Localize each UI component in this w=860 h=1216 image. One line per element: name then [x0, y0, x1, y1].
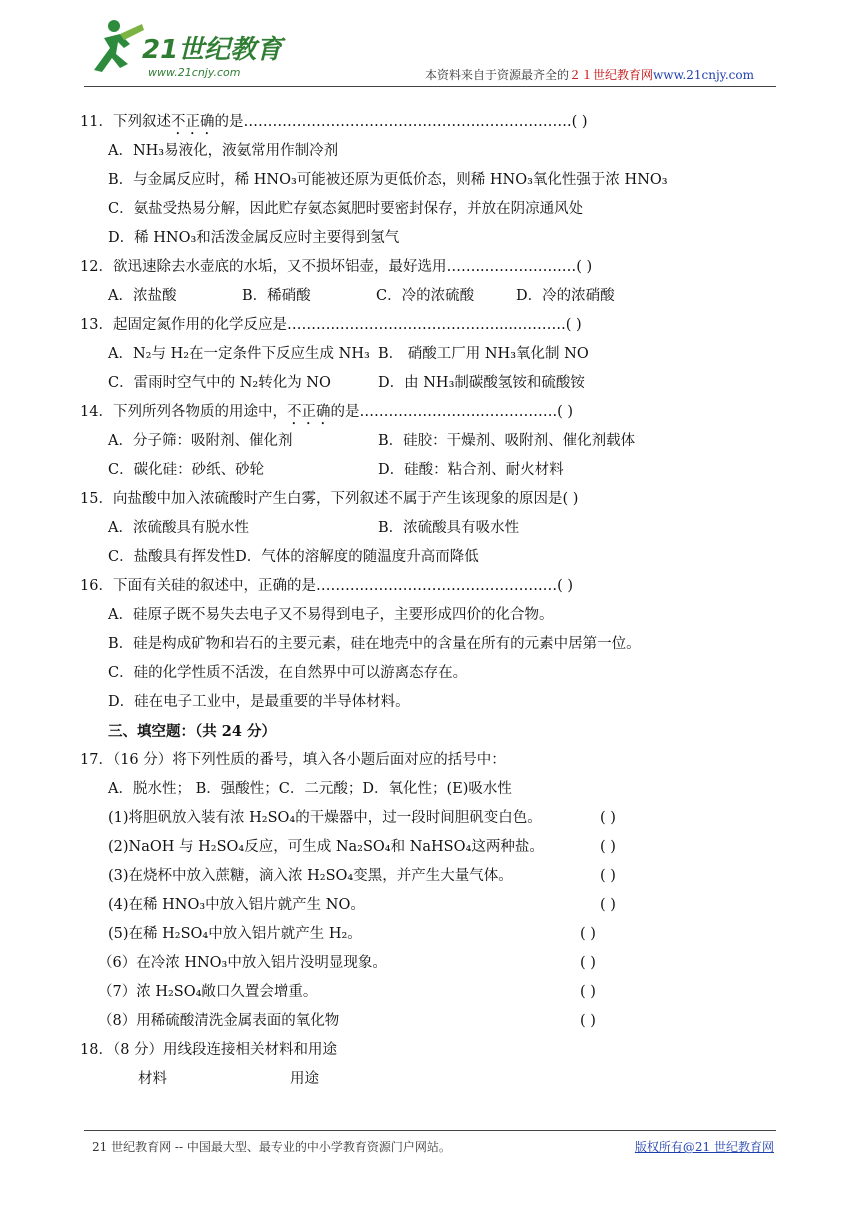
question-11-stem: 11．下列叙述不正确的是………………………………………….……………….( ) — [80, 114, 588, 130]
answer-blank: ( ) — [600, 810, 616, 826]
question-16-stem: 16．下面有关硅的叙述中，正确的是……….……………………………….…( ) — [80, 578, 574, 594]
answer-blank: ( ) — [580, 1013, 596, 1029]
answer-blank: ( ) — [600, 897, 616, 913]
question-11-option-d: D．稀 HNO₃和活泼金属反应时主要得到氢气 — [108, 230, 400, 246]
question-17-item-4: (4)在稀 HNO₃中放入铝片就产生 NO。 ( ) — [80, 891, 780, 920]
question-17-item-5: (5)在稀 H₂SO₄中放入铝片就产生 H₂。 ( ) — [80, 920, 780, 949]
question-16-option-b: B．硅是构成矿物和岩石的主要元素，硅在地壳中的含量在所有的元素中居第一位。 — [108, 636, 641, 652]
column-materials: 材料 — [138, 1071, 167, 1087]
question-13-option-d: D．由 NH₃制碳酸氢铵和硫酸铵 — [378, 375, 585, 391]
question-17-item-3: (3)在烧杯中放入蔗糖，滴入浓 H₂SO₄变黑，并产生大量气体。 ( ) — [80, 862, 780, 891]
question-14-option-b: B．硅胶：干燥剂、吸附剂、催化剂载体 — [378, 433, 636, 449]
question-18-columns — [80, 1065, 780, 1094]
question-15-option-a: A．浓硫酸具有脱水性 — [108, 520, 249, 536]
question-12-option-d: D．冷的浓硝酸 — [516, 288, 615, 304]
svg-text:www.21cnjy.com: www.21cnjy.com — [148, 66, 241, 79]
question-17-stem: 17．（16 分）将下列性质的番号，填入各小题后面对应的括号中： — [80, 752, 506, 768]
question-12-option-c: C．冷的浓硫酸 — [376, 288, 475, 304]
column-uses: 用途 — [290, 1071, 319, 1087]
question-17-item-1: (1)将胆矾放入装有浓 H₂SO₄的干燥器中，过一段时间胆矾变白色。 ( ) — [80, 804, 780, 833]
question-15-option-d: D．气体的溶解度的随温度升高而降低 — [235, 549, 479, 565]
question-15-option-c: C．盐酸具有挥发性 — [108, 549, 236, 565]
svg-text:21世纪教育: 21世纪教育 — [142, 35, 283, 65]
logo-21cnjy — [84, 14, 294, 86]
question-15-option-b: B．浓硫酸具有吸水性 — [378, 520, 520, 536]
question-17-item-2: (2)NaOH 与 H₂SO₄反应，可生成 Na₂SO₄和 NaHSO₄这两种盐。 ( ) — [80, 833, 780, 862]
footer-divider — [84, 1130, 776, 1131]
question-15-options-cd — [80, 543, 780, 572]
answer-blank: ( ) — [580, 984, 596, 1000]
question-11-option-a: A．NH₃易液化，液氨常用作制冷剂 — [108, 143, 339, 159]
header-source-note: 本资料来自于资源最齐全的２１世纪教育网www.21cnjy.com — [425, 68, 754, 82]
question-14-option-a: A．分子筛：吸附剂、催化剂 — [108, 433, 293, 449]
question-14-stem: 14．下列所列各物质的用途中，不正确的是…………………….…………….( ) — [80, 404, 574, 420]
question-14-options-cd — [80, 456, 780, 485]
question-11-option-c: C．氨盐受热易分解，因此贮存氨态氮肥时要密封保存，并放在阴凉通风处 — [108, 201, 584, 217]
question-13-stem: 13．起固定氮作用的化学反应是……….…………………………….....……….( ) — [80, 317, 582, 333]
question-16-option-c: C．硅的化学性质不活泼，在自然界中可以游离态存在。 — [108, 665, 468, 681]
question-13-option-b: B． 硝酸工厂用 NH₃氧化制 NO — [378, 346, 589, 362]
question-16-option-a: A．硅原子既不易失去电子又不易得到电子，主要形成四价的化合物。 — [108, 607, 554, 623]
page-header — [0, 0, 860, 100]
question-13-options-ab — [80, 340, 780, 369]
answer-blank: ( ) — [600, 839, 616, 855]
question-12-option-a: A．浓盐酸 — [108, 288, 177, 304]
question-14-option-c: C．碳化硅：砂纸、砂轮 — [108, 462, 265, 478]
exam-content — [80, 108, 780, 1094]
question-14-options-ab — [80, 427, 780, 456]
question-17-choices: A．脱水性； B．强酸性；C．二元酸；D．氧化性；(E)吸水性 — [108, 781, 512, 797]
question-12-option-b: B．稀硝酸 — [242, 288, 311, 304]
question-17-item-7: （7）浓 H₂SO₄敞口久置会增重。 ( ) — [80, 978, 780, 1007]
question-15-stem: 15．向盐酸中加入浓硫酸时产生白雾，下列叙述不属于产生该现象的原因是( ) — [80, 491, 579, 507]
answer-blank: ( ) — [600, 868, 616, 884]
question-13-option-a: A．N₂与 H₂在一定条件下反应生成 NH₃ — [108, 346, 370, 362]
section-fill-in-title: 三、填空题：（共 24 分） — [108, 723, 277, 740]
question-18-stem: 18．（8 分）用线段连接相关材料和用途 — [80, 1042, 338, 1058]
answer-blank: ( ) — [580, 955, 596, 971]
footer-copyright-link[interactable]: 版权所有@21 世纪教育网 — [634, 1140, 774, 1154]
question-17-item-8: （8）用稀硫酸清洗金属表面的氧化物 ( ) — [80, 1007, 780, 1036]
question-16-option-d: D．硅在电子工业中，是最重要的半导体材料。 — [108, 694, 410, 710]
question-11-option-b: B．与金属反应时，稀 HNO₃可能被还原为更低价态，则稀 HNO₃氧化性强于浓 HNO₃ — [108, 172, 668, 188]
question-13-option-c: C．雷雨时空气中的 N₂转化为 NO — [108, 375, 331, 391]
question-12-options — [80, 282, 780, 311]
question-12-stem: 12．欲迅速除去水壶底的水垢，又不损坏铝壶，最好选用……..…………….…( ) — [80, 259, 593, 275]
header-divider — [84, 86, 776, 87]
question-14-option-d: D．硅酸：粘合剂、耐火材料 — [378, 462, 564, 478]
answer-blank: ( ) — [580, 926, 596, 942]
question-13-options-cd — [80, 369, 780, 398]
runner-figure-icon — [94, 20, 144, 72]
question-17-item-6: （6）在冷浓 HNO₃中放入铝片没明显现象。 ( ) — [80, 949, 780, 978]
question-15-options-ab — [80, 514, 780, 543]
footer-site-description: 21 世纪教育网 -- 中国最大型、最专业的中小学教育资源门户网站。 — [92, 1140, 451, 1154]
